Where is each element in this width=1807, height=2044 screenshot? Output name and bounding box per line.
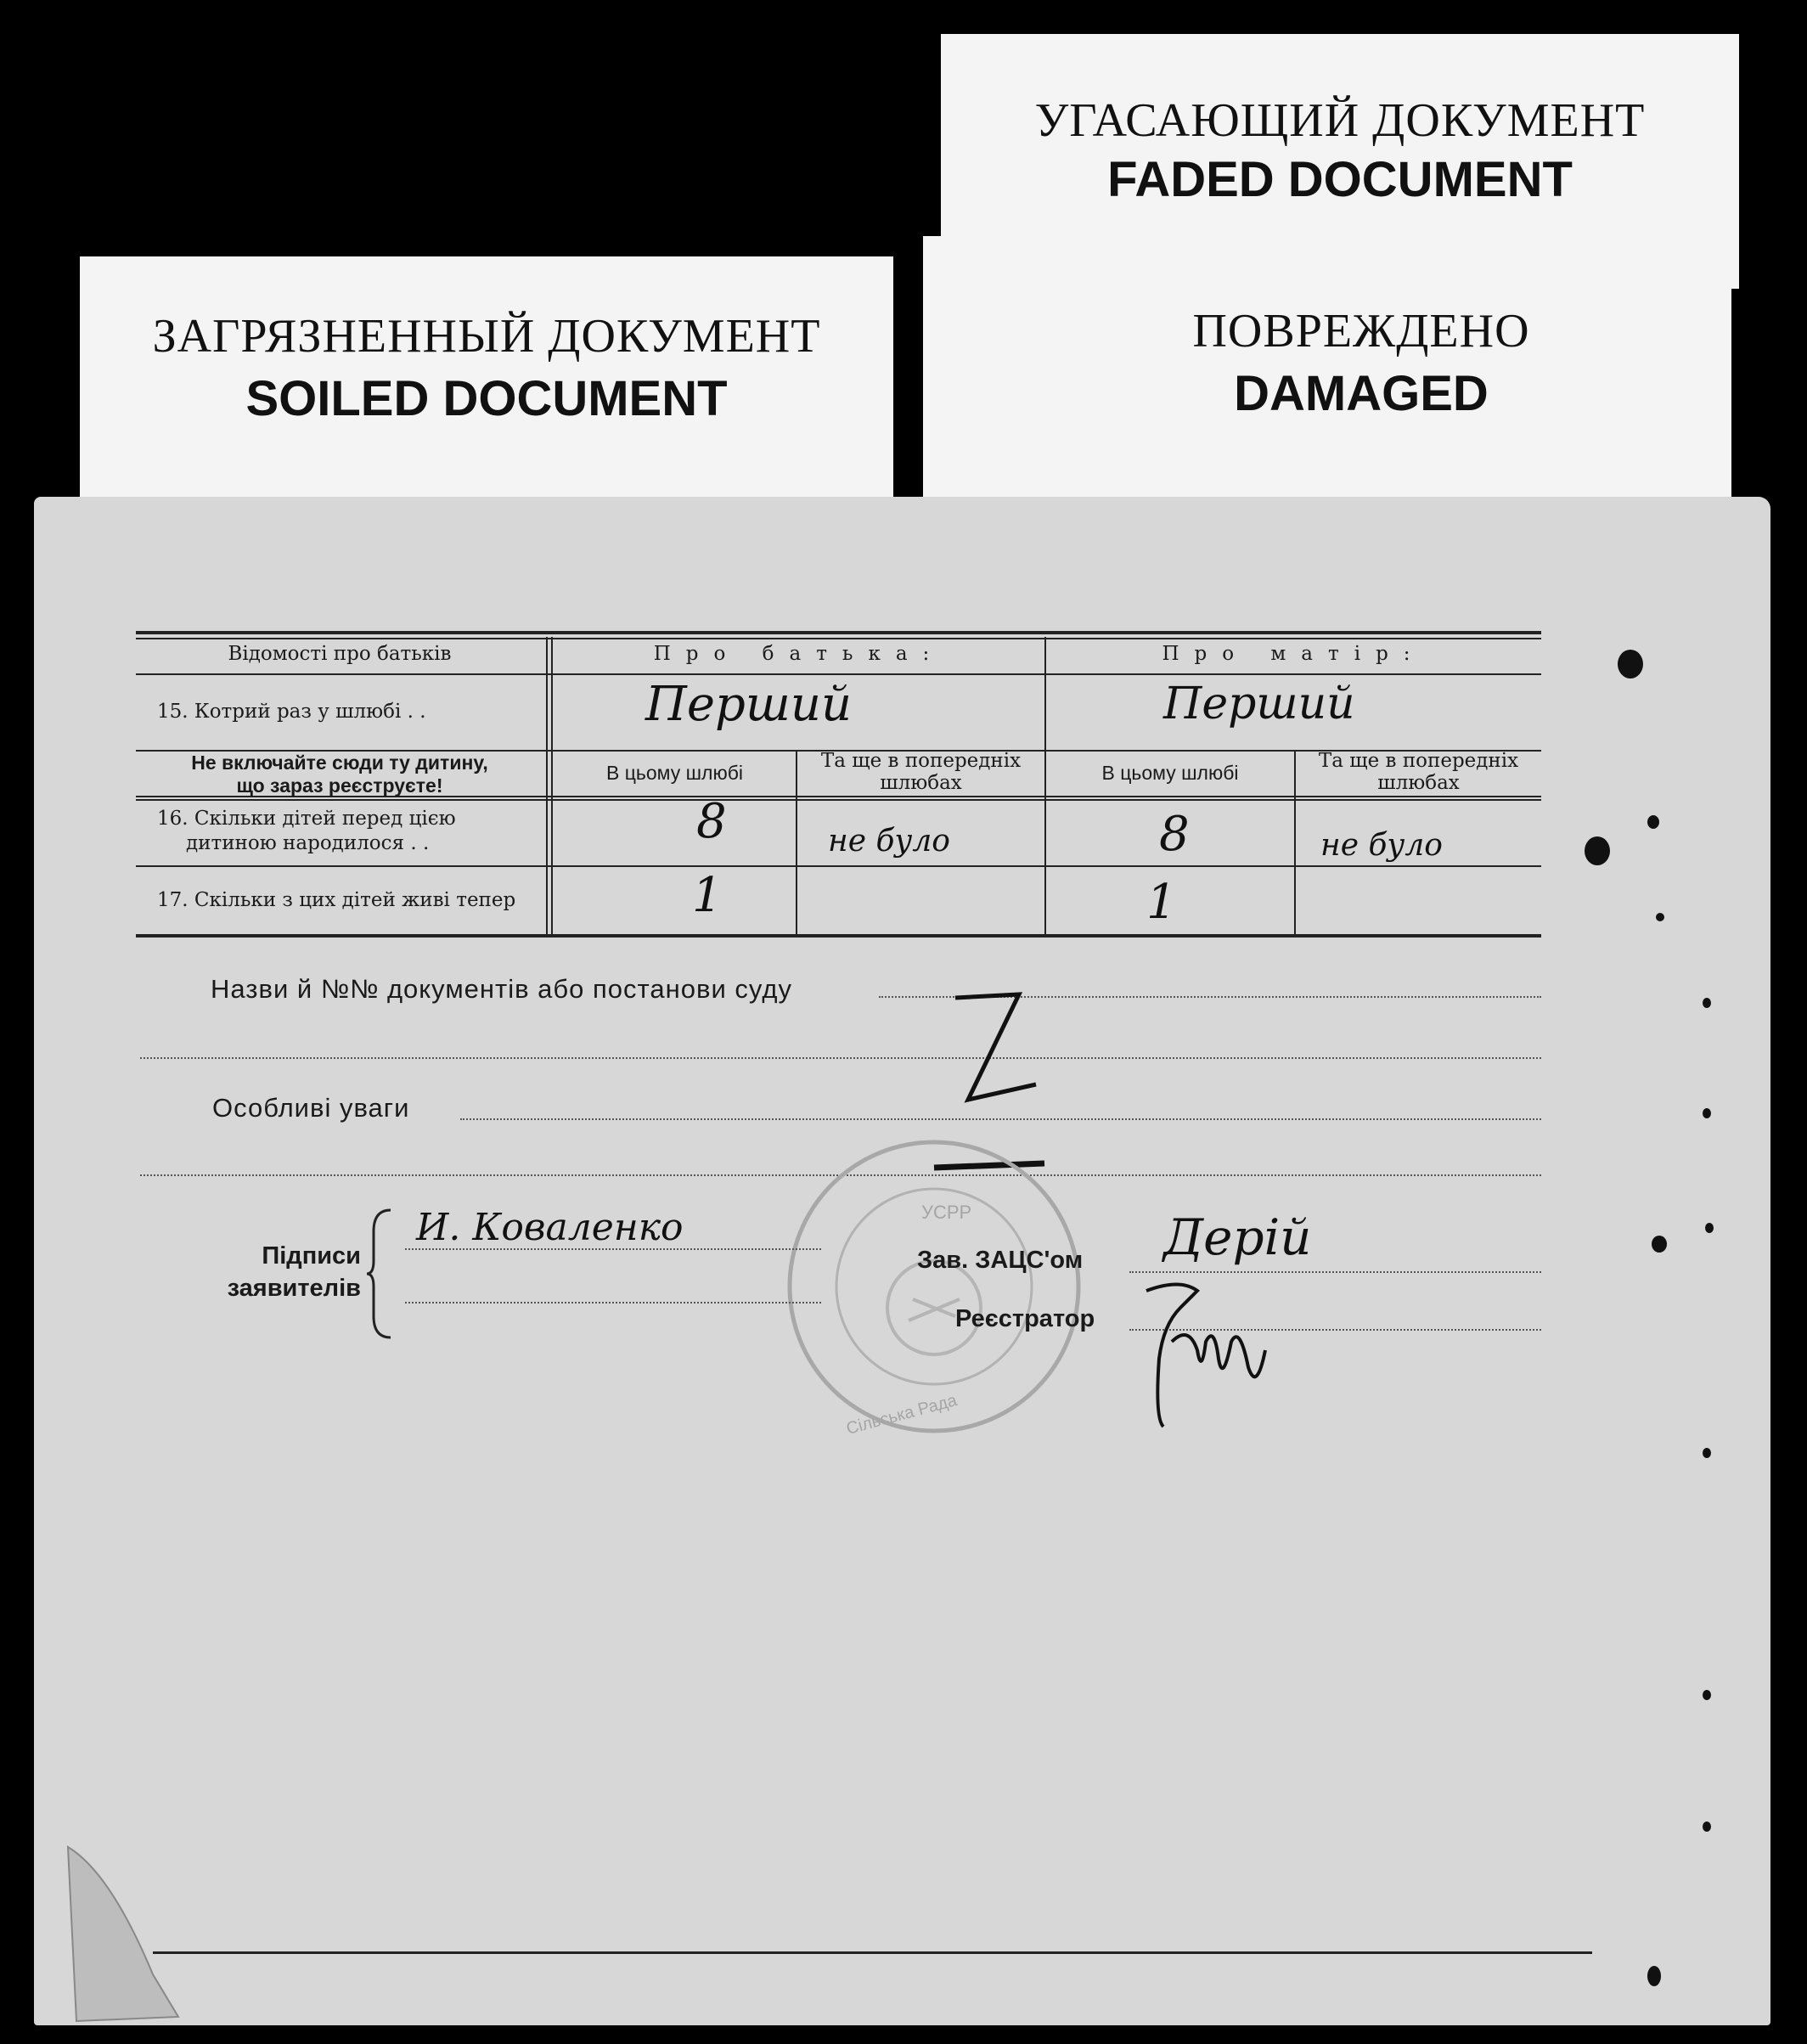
row15-father-value: Перший xyxy=(645,677,853,732)
row16-father-previous: не було xyxy=(828,824,950,859)
applicant-signature: И. Коваленко xyxy=(416,1206,684,1249)
father-previous-marriages-header xyxy=(797,750,1044,794)
row16-label-line-2: дитиною народилося . . xyxy=(186,832,430,854)
row16-label-line-1: 16. Скільки дітей перед цією xyxy=(157,808,456,830)
father-previous-line-1: Та ще в попередніх xyxy=(820,750,1022,772)
note-do-not-include xyxy=(136,752,543,797)
damaged-document-card xyxy=(923,236,1731,508)
punch-hole xyxy=(1703,998,1711,1008)
registrar-label: Реєстратор xyxy=(955,1305,1095,1332)
applicant-line-1 xyxy=(405,1248,821,1250)
header-about-father: Про батька: xyxy=(653,643,945,665)
applicant-line-2 xyxy=(405,1302,821,1304)
row15-mother-value: Перший xyxy=(1163,679,1355,729)
punch-hole xyxy=(1652,1236,1667,1253)
header-about-mother: Про матір: xyxy=(1162,643,1426,665)
damaged-label-ru: ПОВРЕЖДЕНО xyxy=(1192,305,1530,358)
punch-hole xyxy=(1703,1108,1711,1118)
punch-hole xyxy=(1703,1448,1711,1458)
punch-hole xyxy=(1618,650,1643,679)
damaged-label-en: DAMAGED xyxy=(1234,366,1489,421)
note-line-2: що зараз реєструєте! xyxy=(236,774,443,797)
head-signature-line xyxy=(1129,1271,1541,1273)
form-sheet xyxy=(34,497,1770,2025)
row16-father-this: 8 xyxy=(696,794,727,849)
father-previous-line-2: шлюбах xyxy=(880,772,962,794)
applicants-signatures-label xyxy=(225,1240,361,1304)
punch-hole xyxy=(1705,1223,1714,1233)
punch-hole xyxy=(1647,815,1659,829)
punch-hole xyxy=(1647,1966,1661,1986)
folded-corner xyxy=(59,1838,195,2025)
applicants-brace xyxy=(365,1206,399,1342)
row17-label: 17. Скільки з цих дітей живі тепер xyxy=(157,889,516,911)
stamp-ring-text: Сільська Рада xyxy=(844,1391,960,1439)
note-line-1: Не включайте сюди ту дитину, xyxy=(191,752,488,774)
head-of-registry-label: Зав. ЗАЦС'ом xyxy=(917,1247,1084,1274)
punch-hole xyxy=(1703,1690,1711,1700)
applicants-label-line-1: Підписи xyxy=(262,1242,361,1270)
father-this-marriage-header: В цьому шлюбі xyxy=(605,762,744,784)
mother-this-marriage-header: В цьому шлюбі xyxy=(1101,762,1239,784)
stamp-top-text: УСРР xyxy=(921,1202,972,1223)
row17-father-this: 1 xyxy=(692,868,723,923)
documents-label: Назви й №№ документів або постанови суду xyxy=(211,974,792,1004)
punch-hole xyxy=(1656,913,1664,921)
soiled-document-card xyxy=(80,256,893,511)
header-parents-info: Відомості про батьків xyxy=(228,643,452,665)
applicants-label-line-2: заявителів xyxy=(227,1275,361,1302)
faded-label-ru: УГАСАЮЩИЙ ДОКУМЕНТ xyxy=(1034,94,1646,147)
row17-mother-this: 1 xyxy=(1146,875,1177,930)
row16-label xyxy=(157,807,539,856)
mother-previous-line-1: Та ще в попередніх xyxy=(1318,750,1519,772)
row15-label: 15. Котрий раз у шлюбі . . xyxy=(157,701,426,723)
head-signature: Дерій xyxy=(1163,1208,1312,1266)
bottom-rule xyxy=(153,1951,1592,1954)
faded-label-en: FADED DOCUMENT xyxy=(1107,152,1573,207)
soiled-label-en: SOILED DOCUMENT xyxy=(245,371,728,426)
punch-hole xyxy=(1703,1822,1711,1832)
mother-previous-marriages-header xyxy=(1296,750,1541,794)
soiled-label-ru: ЗАГРЯЗНЕННЫЙ ДОКУМЕНТ xyxy=(152,310,821,363)
notes-label: Особливі уваги xyxy=(212,1093,410,1123)
row16-mother-this: 8 xyxy=(1159,807,1190,862)
registrar-signature-scribble xyxy=(1129,1274,1299,1435)
punch-hole xyxy=(1585,836,1610,865)
documents-line-2 xyxy=(140,1057,1541,1059)
mother-previous-line-2: шлюбах xyxy=(1377,772,1460,794)
row16-mother-previous: не було xyxy=(1320,828,1443,863)
